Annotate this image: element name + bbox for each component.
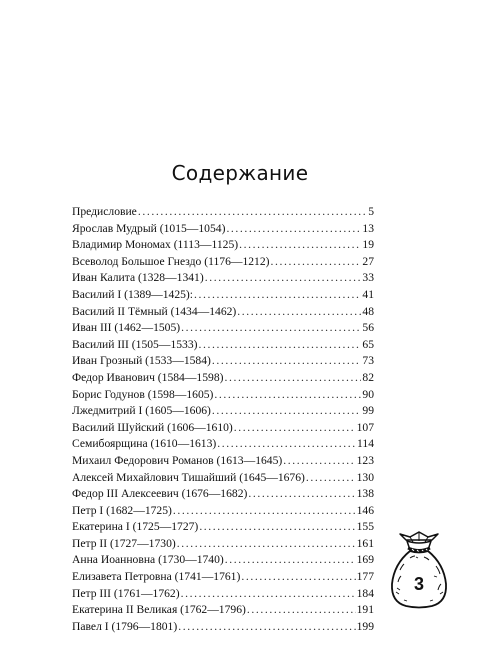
table-of-contents bbox=[72, 205, 374, 636]
toc-leader-dots bbox=[194, 288, 361, 301]
toc-entry-title: Михаил Федорович Романов (1613—1645) bbox=[72, 453, 283, 467]
toc-leader-dots bbox=[181, 587, 356, 600]
toc-entry bbox=[72, 504, 374, 521]
toc-entry-page: 5 bbox=[368, 205, 374, 218]
toc-entry-title: Иван Грозный (1533—1584) bbox=[72, 354, 211, 368]
toc-leader-dots bbox=[177, 537, 356, 550]
toc-entry-title: Василий II Тёмный (1434—1462) bbox=[72, 304, 237, 318]
toc-leader-dots bbox=[199, 520, 355, 533]
toc-entry-title: Анна Иоанновна (1730—1740) bbox=[72, 553, 224, 567]
toc-entry bbox=[72, 354, 374, 371]
toc-entry-page: 99 bbox=[362, 404, 374, 418]
toc-entry-page: 82 bbox=[362, 370, 374, 384]
toc-entry bbox=[72, 537, 374, 554]
toc-entry-title: Борис Годунов (1598—1605) bbox=[72, 387, 214, 401]
toc-entry-title: Петр III (1761—1762) bbox=[72, 586, 180, 600]
toc-entry bbox=[72, 255, 374, 272]
toc-entry-title: Всеволод Большое Гнездо (1176—1212) bbox=[72, 254, 270, 268]
page-number: 3 bbox=[413, 574, 425, 594]
toc-entry bbox=[72, 553, 374, 570]
toc-entry-title: Петр I (1682—1725) bbox=[72, 503, 172, 517]
toc-entry-title: Екатерина II Великая (1762—1796) bbox=[72, 603, 246, 617]
toc-entry bbox=[72, 288, 374, 305]
page-title: Содержание bbox=[171, 161, 309, 185]
toc-entry-title: Елизавета Петровна (1741—1761) bbox=[72, 570, 241, 584]
toc-entry-title: Ярослав Мудрый (1015—1054) bbox=[72, 221, 226, 235]
toc-leader-dots bbox=[237, 305, 361, 318]
toc-entry-page: 13 bbox=[362, 221, 374, 235]
toc-leader-dots bbox=[283, 454, 355, 467]
toc-entry-page: 184 bbox=[356, 586, 374, 600]
toc-leader-dots bbox=[212, 354, 362, 367]
toc-entry bbox=[72, 338, 374, 355]
toc-leader-dots bbox=[178, 620, 355, 633]
toc-entry bbox=[72, 587, 374, 604]
toc-leader-dots bbox=[306, 471, 356, 484]
toc-entry bbox=[72, 620, 374, 637]
toc-leader-dots bbox=[214, 388, 361, 401]
toc-entry-page: 191 bbox=[356, 603, 374, 617]
toc-entry-title: Лжедмитрий I (1605—1606) bbox=[72, 404, 211, 418]
toc-entry bbox=[72, 520, 374, 537]
toc-entry-page: 199 bbox=[356, 619, 374, 633]
toc-leader-dots bbox=[212, 404, 361, 417]
toc-entry-page: 73 bbox=[362, 354, 374, 368]
toc-entry-page: 19 bbox=[362, 238, 374, 252]
toc-entry-page: 146 bbox=[356, 503, 374, 517]
toc-entry-page: 107 bbox=[356, 420, 374, 434]
toc-entry-page: 27 bbox=[362, 254, 374, 268]
toc-leader-dots bbox=[224, 371, 361, 384]
toc-leader-dots bbox=[138, 205, 367, 218]
toc-entry-title: Петр II (1727—1730) bbox=[72, 536, 176, 550]
toc-entry-title: Алексей Михайлович Тишайший (1645—1676) bbox=[72, 470, 305, 484]
toc-entry bbox=[72, 454, 374, 471]
toc-entry-title: Екатерина I (1725—1727) bbox=[72, 520, 199, 534]
toc-entry bbox=[72, 404, 374, 421]
toc-entry bbox=[72, 471, 374, 488]
toc-entry-page: 177 bbox=[356, 570, 374, 584]
toc-leader-dots bbox=[247, 603, 356, 616]
toc-entry bbox=[72, 437, 374, 454]
toc-entry-page: 56 bbox=[362, 321, 374, 335]
toc-entry bbox=[72, 321, 374, 338]
toc-entry-title: Василий I (1389—1425): bbox=[72, 287, 193, 301]
toc-entry-page: 33 bbox=[362, 271, 374, 285]
toc-entry-title: Федор III Алексеевич (1676—1682) bbox=[72, 487, 248, 501]
toc-entry bbox=[72, 271, 374, 288]
toc-leader-dots bbox=[225, 553, 356, 566]
toc-entry-page: 130 bbox=[356, 470, 374, 484]
toc-leader-dots bbox=[205, 271, 362, 284]
money-bag-icon bbox=[386, 530, 452, 610]
toc-entry-page: 90 bbox=[362, 387, 374, 401]
toc-entry bbox=[72, 371, 374, 388]
toc-entry-page: 169 bbox=[356, 553, 374, 567]
toc-leader-dots bbox=[199, 338, 362, 351]
toc-entry-title: Иван Калита (1328—1341) bbox=[72, 271, 204, 285]
toc-leader-dots bbox=[248, 487, 355, 500]
toc-entry-title: Федор Иванович (1584—1598) bbox=[72, 370, 224, 384]
toc-leader-dots bbox=[181, 321, 361, 334]
toc-entry bbox=[72, 603, 374, 620]
toc-entry bbox=[72, 487, 374, 504]
toc-entry-title: Владимир Мономах (1113—1125) bbox=[72, 238, 239, 252]
toc-leader-dots bbox=[271, 255, 362, 268]
toc-entry-title: Павел I (1796—1801) bbox=[72, 619, 178, 633]
toc-entry-page: 48 bbox=[362, 304, 374, 318]
toc-entry-title: Семибоярщина (1610—1613) bbox=[72, 437, 217, 451]
toc-entry bbox=[72, 305, 374, 322]
toc-entry-title: Василий III (1505—1533) bbox=[72, 337, 198, 351]
toc-leader-dots bbox=[217, 437, 356, 450]
toc-leader-dots bbox=[226, 222, 361, 235]
toc-entry-page: 155 bbox=[356, 520, 374, 534]
toc-entry-page: 138 bbox=[356, 487, 374, 501]
toc-entry-page: 65 bbox=[362, 337, 374, 351]
toc-entry bbox=[72, 421, 374, 438]
toc-leader-dots bbox=[173, 504, 356, 517]
toc-entry bbox=[72, 238, 374, 255]
toc-entry bbox=[72, 570, 374, 587]
toc-entry bbox=[72, 205, 374, 222]
toc-leader-dots bbox=[234, 421, 356, 434]
toc-leader-dots bbox=[241, 570, 355, 583]
toc-entry-title: Предисловие bbox=[72, 205, 137, 218]
toc-entry-title: Иван III (1462—1505) bbox=[72, 321, 181, 335]
toc-entry bbox=[72, 388, 374, 405]
toc-entry-title: Василий Шуйский (1606—1610) bbox=[72, 420, 233, 434]
toc-entry-page: 114 bbox=[357, 437, 374, 451]
toc-leader-dots bbox=[239, 238, 361, 251]
toc-entry-page: 41 bbox=[362, 287, 374, 301]
toc-entry-page: 161 bbox=[356, 536, 374, 550]
toc-entry-page: 123 bbox=[356, 453, 374, 467]
toc-entry bbox=[72, 222, 374, 239]
